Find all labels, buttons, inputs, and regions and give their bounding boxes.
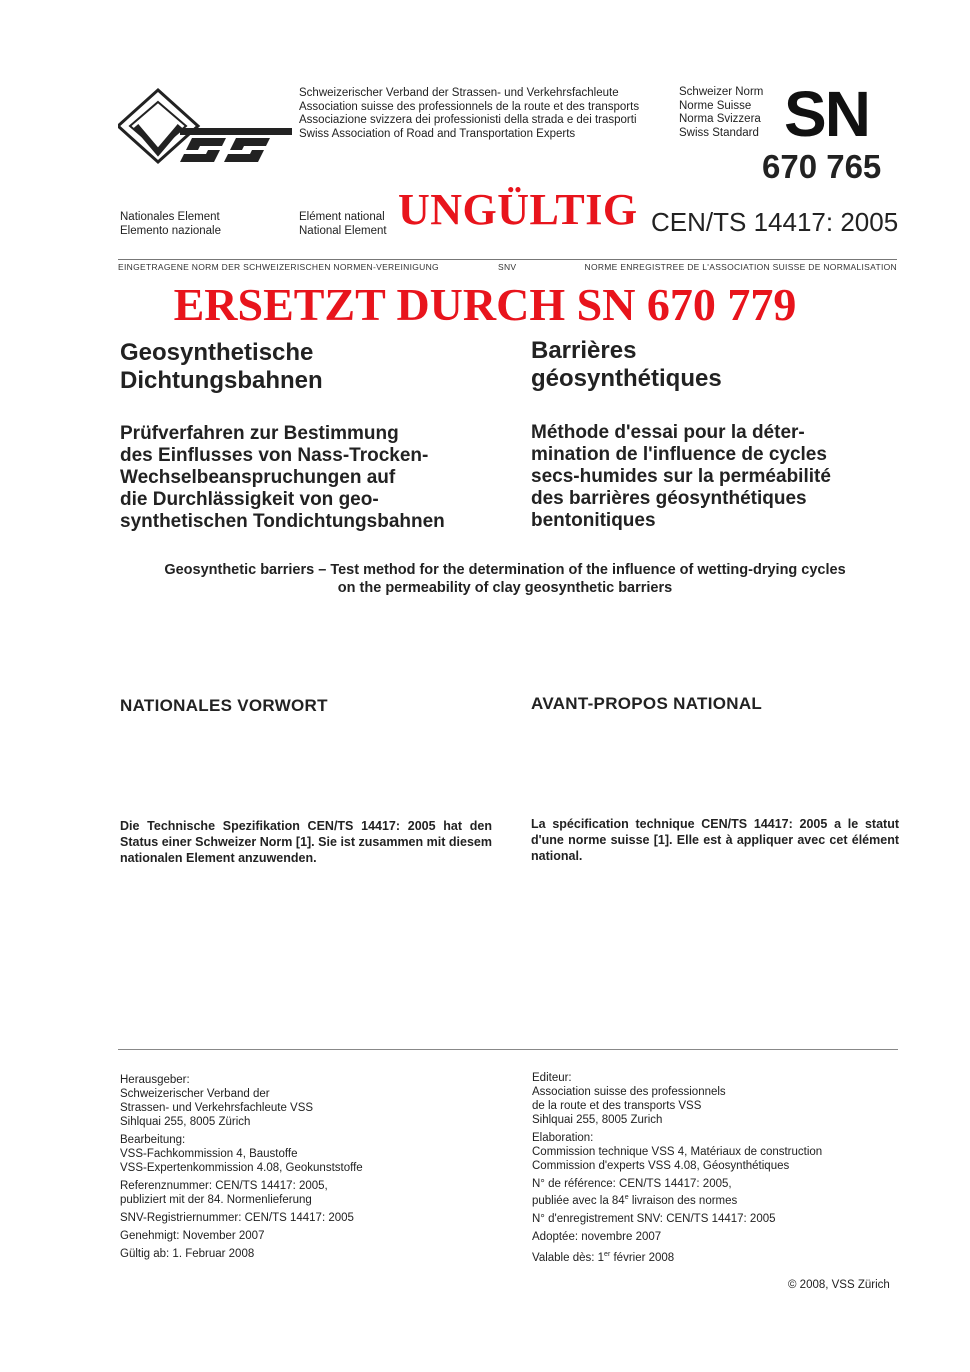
imprint-line (532, 1191, 822, 1208)
subtitle-line: des barrières géosynthétiques (531, 488, 807, 509)
imprint-label: Herausgeber: (120, 1074, 190, 1086)
imprint-fr (532, 1071, 822, 1265)
title-line: Dichtungsbahnen (120, 367, 323, 394)
association-line: Association suisse des professionnels de la route et des transports (299, 100, 640, 113)
association-names (299, 87, 639, 141)
vss-logo (118, 86, 294, 174)
imprint-line: Referenznummer: CEN/TS 14417: 2005, (120, 1180, 328, 1192)
imprint-de (120, 1073, 363, 1261)
imprint-text: Valable dès: 1 (532, 1251, 605, 1264)
imprint-line: Gültig ab: 1. Februar 2008 (120, 1248, 255, 1260)
subtitle-line: bentonitiques (531, 510, 656, 531)
national-element-line: Elément national (299, 211, 385, 223)
header-divider (118, 259, 897, 260)
national-element-line: Elemento nazionale (120, 224, 222, 237)
imprint-label: Bearbeitung: (120, 1134, 186, 1146)
norm-type-line: Schweizer Norm (679, 86, 764, 98)
registry-line (118, 262, 897, 272)
subtitle-line: secs-humides sur la perméabilité (531, 466, 831, 487)
imprint-superscript: er (604, 1250, 611, 1258)
imprint-line: Commission d'experts VSS 4.08, Géosynthétiques (532, 1160, 790, 1172)
imprint-line: publiziert mit der 84. Normenlieferung (120, 1194, 312, 1206)
foreword-heading-fr: AVANT-PROPOS NATIONAL (531, 694, 763, 713)
subtitle-line: des Einflusses von Nass-Trocken- (120, 445, 429, 466)
norm-type-line: Norma Svizzera (679, 113, 761, 125)
invalid-stamp: UNGÜLTIG (398, 185, 638, 234)
imprint-line: Strassen- und Verkehrsfachleute VSS (120, 1102, 314, 1114)
imprint-line: N° d'enregistrement SNV: CEN/TS 14417: 2005 (532, 1212, 776, 1225)
registry-middle: SNV (498, 262, 517, 272)
foreword-text-fr: La spécification technique CEN/TS 14417: 2005 a le statut d'une norme suisse [1]. Elle est à appliquer avec cet élément national. (531, 817, 899, 863)
imprint-text: publiée avec la 84 (532, 1194, 625, 1207)
association-line: Associazione svizzera dei professionisti della strada e dei trasporti (299, 114, 637, 126)
subtitle-line: mination de l'influence de cycles (531, 444, 827, 465)
title-line: géosynthétiques (531, 365, 722, 392)
imprint-line: Commission technique VSS 4, Matériaux de construction (532, 1146, 823, 1158)
title-fr (531, 337, 722, 393)
national-element-fr-en (299, 211, 387, 238)
imprint-line: Genehmigt: November 2007 (120, 1230, 265, 1242)
association-line: Swiss Association of Road and Transportation Experts (299, 127, 576, 140)
national-element-de-it (120, 211, 221, 238)
imprint-text: février 2008 (610, 1251, 675, 1264)
imprint-line: N° de référence: CEN/TS 14417: 2005, (532, 1178, 732, 1190)
subtitle-fr (531, 422, 831, 532)
title-en-line: Geosynthetic barriers – Test method for the determination of the influence of wetting-drying cycles (164, 562, 846, 578)
norm-type-labels (679, 86, 763, 140)
imprint-divider (118, 1049, 898, 1050)
imprint-line (532, 1248, 822, 1265)
imprint-line: Sihlquai 255, 8005 Zurich (532, 1114, 663, 1126)
registry-left: EINGETRAGENE NORM DER SCHWEIZERISCHEN NORMEN-VEREINIGUNG (118, 262, 439, 272)
imprint-line: Adoptée: novembre 2007 (532, 1230, 662, 1243)
imprint-label: Editeur: (532, 1072, 572, 1084)
imprint-line: SNV-Registriernummer: CEN/TS 14417: 2005 (120, 1212, 354, 1224)
norm-type-line: Swiss Standard (679, 126, 759, 139)
subtitle-line: Méthode d'essai pour la déter- (531, 422, 805, 443)
imprint-superscript: e (624, 1194, 629, 1201)
title-en (120, 561, 890, 597)
national-element-line: National Element (299, 224, 387, 237)
registry-right: NORME ENREGISTREE DE L'ASSOCIATION SUISSE DE NORMALISATION (584, 262, 897, 272)
sn-mark: SN (784, 78, 869, 150)
copyright-notice: © 2008, VSS Zürich (788, 1279, 890, 1291)
imprint-text: livraison des normes (628, 1194, 738, 1207)
subtitle-line: synthetischen Tondichtungsbahnen (120, 511, 445, 532)
imprint-line: de la route et des transports VSS (532, 1100, 702, 1112)
imprint-line: VSS-Fachkommission 4, Baustoffe (120, 1148, 298, 1160)
imprint-line: Sihlquai 255, 8005 Zürich (120, 1116, 251, 1128)
cen-ts-number: CEN/TS 14417: 2005 (651, 207, 899, 237)
title-de (120, 339, 323, 395)
subtitle-line: die Durchlässigkeit von geo- (120, 489, 379, 510)
imprint-line: Association suisse des professionnels (532, 1086, 726, 1098)
foreword-text-de: Die Technische Spezifikation CEN/TS 14417: 2005 hat den Status einer Schweizer Norm [1]. Sie ist zusammen mit diesem nationalen Element anzuwenden. (120, 819, 492, 865)
national-element-line: Nationales Element (120, 211, 220, 223)
title-en-line: on the permeability of clay geosynthetic barriers (337, 580, 673, 596)
norm-type-line: Norme Suisse (679, 99, 752, 112)
norm-number: 670 765 (762, 148, 882, 185)
title-line: Geosynthetische (120, 339, 314, 366)
replaced-stamp: ERSETZT DURCH SN 670 779 (173, 279, 797, 330)
title-line: Barrières (531, 337, 637, 364)
imprint-label: Elaboration: (532, 1132, 594, 1144)
foreword-heading-de: NATIONALES VORWORT (120, 696, 328, 715)
subtitle-line: Wechselbeanspruchungen auf (120, 467, 396, 488)
subtitle-line: Prüfverfahren zur Bestimmung (120, 423, 399, 444)
association-line: Schweizerischer Verband der Strassen- und Verkehrsfachleute (299, 87, 619, 99)
subtitle-de (120, 423, 445, 533)
imprint-line: VSS-Expertenkommission 4.08, Geokunststoffe (120, 1162, 363, 1174)
imprint-line: Schweizerischer Verband der (120, 1088, 270, 1100)
